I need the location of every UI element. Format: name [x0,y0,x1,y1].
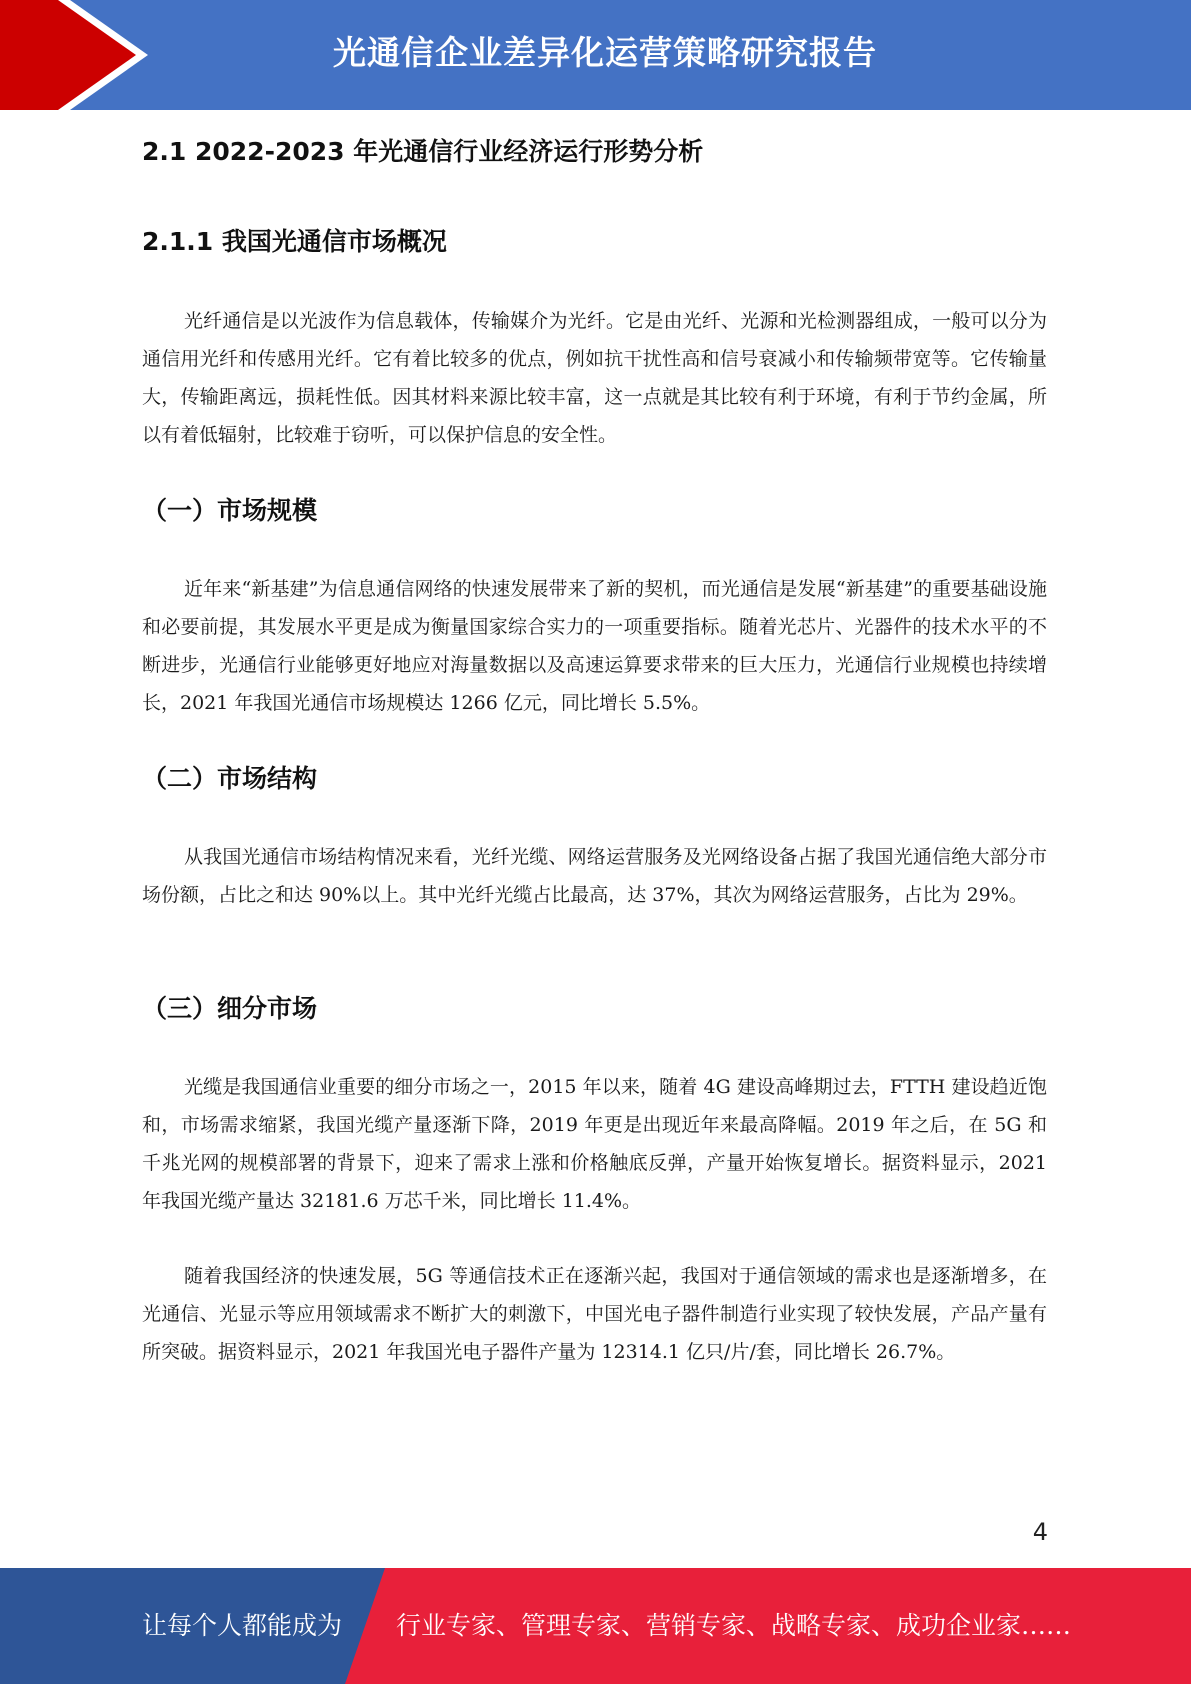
chevron-arrow-icon [0,0,160,110]
page-footer-band [0,1568,1191,1684]
footer-slogan-right: 行业专家、管理专家、营销专家、战略专家、成功企业家…… [396,1611,1072,1640]
paragraph-market-segment-2: 随着我国经济的快速发展，5G 等通信技术正在逐渐兴起，我国对于通信领域的需求也是逐渐增多，在光通信、光显示等应用领域需求不断扩大的刺激下，中国光电子器件制造行业实现了较快发展，产品产量有所突破。据资料显示，2021 年我国光电子器件产量为 12314.1 亿只/片/套，同比增长 26.7%。 [142,1265,1047,1363]
paragraph-market-structure: 从我国光通信市场结构情况来看，光纤光缆、网络运营服务及光网络设备占据了我国光通信绝大部分市场份额，占比之和达 90%以上。其中光纤光缆占比最高，达 37%，其次为网络运营服务，占比为 29%。 [142,846,1047,906]
footer-slogan-left: 让每个人都能成为 [142,1611,343,1640]
subsection-heading-market-structure: （二）市场结构 [142,764,318,793]
page-number: 4 [1032,1518,1048,1546]
report-title: 光通信企业差异化运营策略研究报告 [333,33,877,72]
paragraph-market-scale: 近年来“新基建”为信息通信网络的快速发展带来了新的契机，而光通信是发展“新基建”的重要基础设施和必要前提，其发展水平更是成为衡量国家综合实力的一项重要指标。随着光芯片、光器件的技术水平的不断进步，光通信行业能够更好地应对海量数据以及高速运算要求带来的巨大压力，光通信行业规模也持续增长，2021 年我国光通信市场规模达 1266 亿元，同比增长 5.5%。 [142,578,1047,714]
section-heading-2-1: 2.1 2022-2023 年光通信行业经济运行形势分析 [142,137,704,166]
paragraph-market-segment-1: 光缆是我国通信业重要的细分市场之一，2015 年以来，随着 4G 建设高峰期过去，FTTH 建设趋近饱和，市场需求缩紧，我国光缆产量逐渐下降，2019 年更是出现近年来最高降幅。2019 年之后，在 5G 和千兆光网的规模部署的背景下，迎来了需求上涨和价格触底反弹，产量开始恢复增长。据资料显示，2021 年我国光缆产量达 32181.6 万芯千米，同比增长 11.4%。 [142,1076,1047,1212]
subsection-heading-market-scale: （一）市场规模 [142,496,318,525]
section-heading-2-1-1: 2.1.1 我国光通信市场概况 [142,227,447,256]
paragraph-intro: 光纤通信是以光波作为信息载体，传输媒介为光纤。它是由光纤、光源和光检测器组成，一般可以分为通信用光纤和传感用光纤。它有着比较多的优点，例如抗干扰性高和信号衰减小和传输频带宽等。它传输量大，传输距离远，损耗性低。因其材料来源比较丰富，这一点就是其比较有利于环境，有利于节约金属，所以有着低辐射，比较难于窃听，可以保护信息的安全性。 [142,310,1047,446]
page-header-band [0,0,1191,110]
subsection-heading-market-segment: （三）细分市场 [142,994,318,1023]
